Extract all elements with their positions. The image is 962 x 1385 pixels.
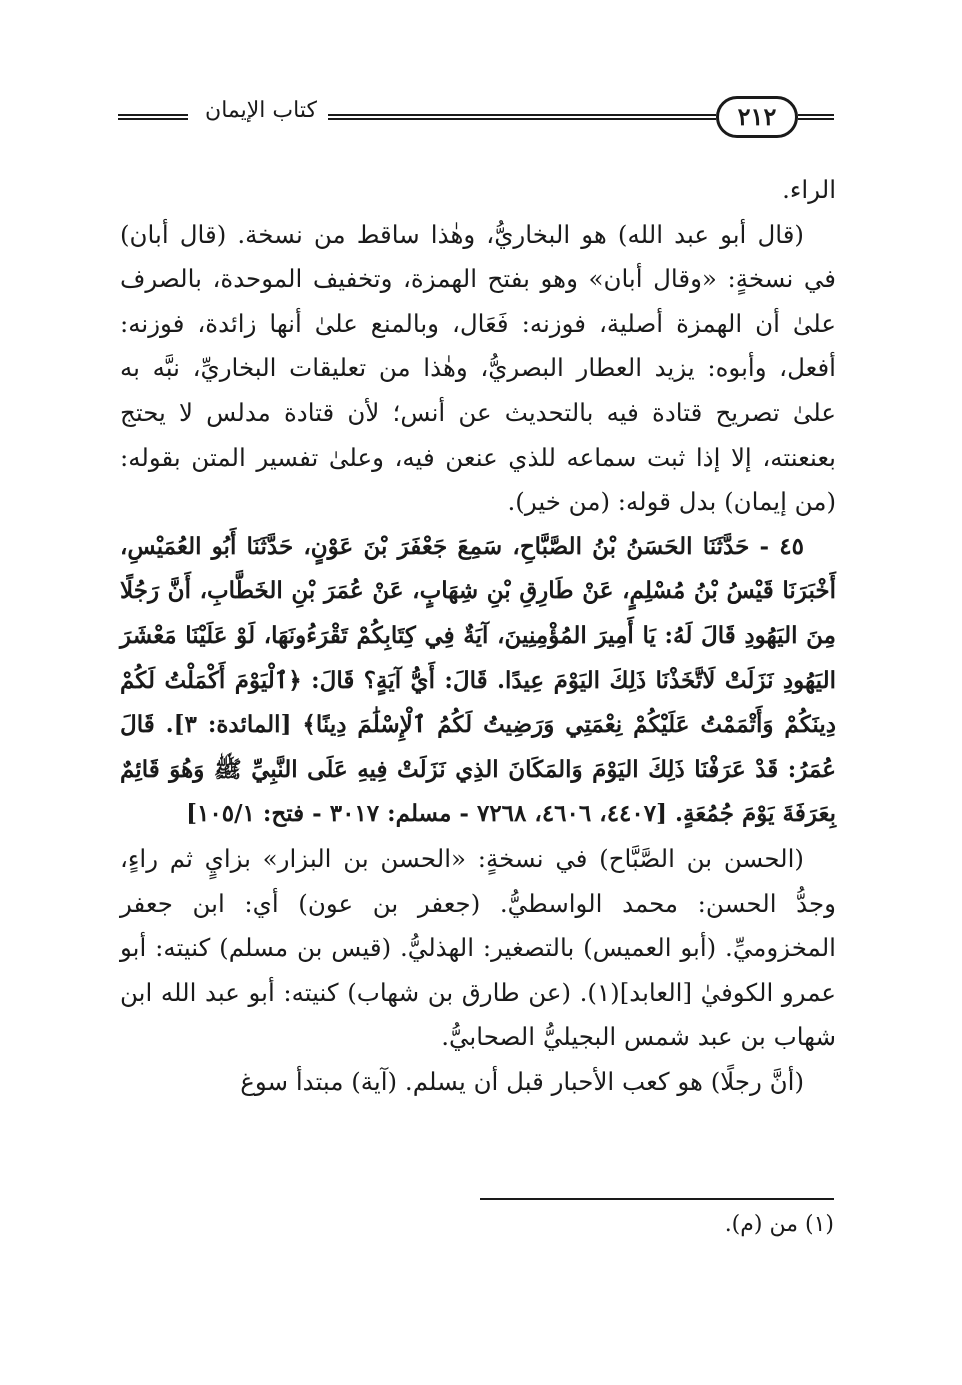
page-header — [118, 92, 834, 148]
page-number-badge: ٢١٢ — [716, 96, 798, 138]
header-rule-middle — [328, 114, 716, 120]
paragraph-narrators: (الحسن بن الصَّبَّاح) في نسخةٍ: «الحسن بن البزار» بزايٍ ثم راءٍ، وجدُّ الحسن: محمد الواسطيُّ. (جعفر بن عون) أي: ابن جعفر المخزوميِّ. (أبو العميس) بالتصغير: الهذليُّ. (قيس بن مسلم) كنيته: أبو عمرو الكوفيٰ [العابد](١). (عن طارق بن شهاب) كنيته: أبو عبد الله ابن شهاب بن عبد شمس البجيليُّ الصحابيُّ. — [120, 843, 836, 1052]
paragraph-explanation: (أنَّ رجلًا) هو كعب الأحبار قبل أن يسلم. (آية) مبتدأ سوغ — [240, 1066, 804, 1096]
paragraph-commentary: (قال أبو عبد الله) هو البخاريُّ، وهٰذا ساقط من نسخة. (قال أبان) في نسخةٍ: «وقال أبان» وهو بفتح الهمزة، وتخفيف الموحدة، بالصرف علىٰ أن الهمزة أصلية، فوزنه: فَعَال، وبالمنع علىٰ أنها زائدة، فوزنه: أفعل، وأبوه: يزيد العطار البصريُّ، وهٰذا من تعليقات البخاريِّ، نبَّه به علىٰ تصريح قتادة فيه بالتحديث عن أنس؛ لأن قتادة مدلس لا يحتج بعنعنته، إلا إذا ثبت سماعه للذي عنعن فيه، وعلىٰ تفسير المتن بقوله: (من إيمان) بدل قوله: (من خير). — [120, 219, 836, 517]
footnote-divider — [480, 1198, 834, 1200]
paragraph-continuation: الراء. — [782, 175, 836, 204]
book-title: كتاب الإيمان — [205, 98, 317, 123]
header-rule-right — [798, 114, 834, 120]
page-body — [120, 168, 836, 1104]
footnote: (١) من (م). — [724, 1212, 834, 1237]
header-rule-left — [118, 114, 188, 120]
hadith-text: ٤٥ - حَدَّثَنَا الحَسَنُ بْنُ الصَّبَّاحِ، سَمِعَ جَعْفَرَ بْنَ عَوْنٍ، حَدَّثَنَا أَبُو العُمَيْسِ، أَخْبَرَنَا قَيْسُ بْنُ مُسْلِمٍ، عَنْ طَارِقِ بْنِ شِهَابٍ، عَنْ عُمَرَ بْنِ الخَطَّابِ، أَنَّ رَجُلًا مِنَ اليَهُودِ قَالَ لَهُ: يَا أَمِيرَ المُؤْمِنِينَ، آيَةٌ فِي كِتَابِكُمْ تَقْرَءُونَهَا، لَوْ عَلَيْنَا مَعْشَرَ اليَهُودِ نَزَلَتْ لَاتَّخَذْنَا ذَلِكَ اليَوْمَ عِيدًا. قَالَ: أَيُّ آيَةٍ؟ قَالَ: ﴿ٱلْيَوْمَ أَكْمَلْتُ لَكُمْ دِينَكُمْ وَأَتْمَمْتُ عَلَيْكُمْ نِعْمَتِي وَرَضِيتُ لَكُمُ ٱلْإِسْلَٰمَ دِينًا﴾ [المائدة: ٣]. قَالَ عُمَرُ: قَدْ عَرَفْنَا ذَلِكَ اليَوْمَ وَالمَكَانَ الذِي نَزَلَتْ فِيهِ عَلَى النَّبِيِّ ﷺ وَهُوَ قَائِمٌ بِعَرَفَةَ يَوْمَ جُمُعَةٍ. [٤٤٠٧، ٤٦٠٦، ٧٢٦٨ - مسلم: ٣٠١٧ - فتح: ١٠٥/١] — [120, 532, 836, 828]
